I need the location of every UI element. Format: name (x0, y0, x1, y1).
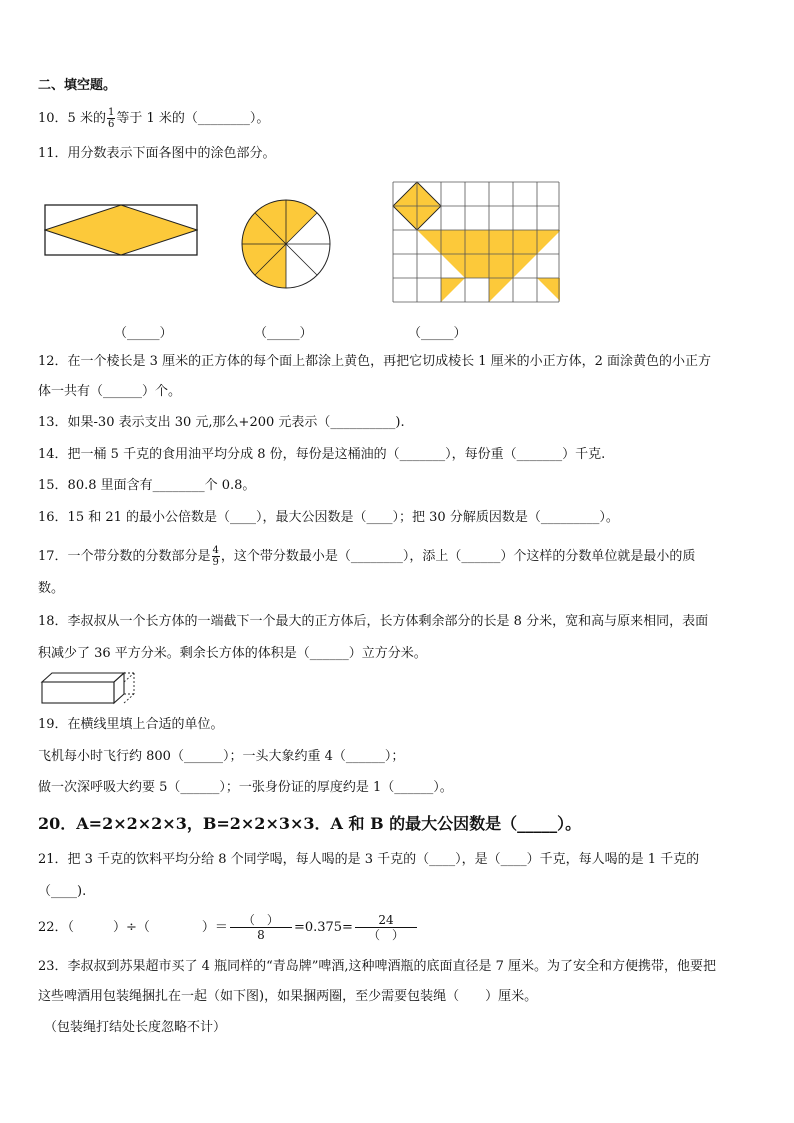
question-23-line-1: 23．李叔叔到苏果超市买了 4 瓶同样的“青岛牌”啤酒,这种啤酒瓶的底面直径是 7 厘米。为了安全和方便携带，他要把 (38, 959, 717, 974)
question-21-line-2: （____). (38, 884, 87, 899)
question-23-note: （包装绳打结处长度忽略不计） (44, 1020, 227, 1035)
q10-post: 等于 1 米的（________）。 (116, 111, 270, 126)
question-16: 16．15 和 21 的最小公倍数是（____），最大公因数是（____）；把 30 分解质因数是（_________）。 (38, 510, 619, 525)
question-10 (38, 107, 269, 130)
q22-fraction-1 (230, 913, 292, 942)
question-17 (38, 545, 695, 568)
question-19-line-2: 做一次深呼吸大约要 5（______）；一张身份证的厚度约是 1（______）。 (38, 780, 453, 795)
q22-pre: 22．（ ）÷（ ）＝ (38, 920, 228, 935)
question-18-line-2: 积减少了 36 平方分米。剩余长方体的体积是（______）立方分米。 (38, 646, 427, 661)
q11-answer-1[interactable]: （_____） (114, 326, 173, 341)
q11-answer-2[interactable]: （_____） (254, 326, 313, 341)
q22-frac2-num: 24 (355, 913, 417, 928)
q22-fraction-2 (355, 913, 417, 942)
q17-fraction (212, 545, 220, 568)
figure-grid-shape (392, 181, 560, 303)
section-title: 二、填空题。 (38, 78, 117, 93)
question-13: 13．如果-30 表示支出 30 元,那么+200 元表示（__________). (38, 415, 405, 430)
q22-frac1-den: 8 (257, 928, 265, 942)
question-14: 14．把一桶 5 千克的食用油平均分成 8 份，每份是这桶油的（_______），每份重（_______）千克. (38, 447, 606, 462)
q22-mid: =0.375= (293, 920, 353, 935)
q17-post: ，这个带分数最小是（________），添上（______）个这样的分数单位就是最小的质 (220, 549, 696, 564)
q17-frac-num: 4 (212, 545, 219, 556)
q17-frac-den: 9 (212, 557, 219, 568)
q10-frac-den: 6 (107, 119, 115, 130)
question-19: 19．在横线里填上合适的单位。 (38, 717, 224, 732)
q11-answer-3[interactable]: （_____） (408, 326, 467, 341)
question-23-line-2: 这些啤酒用包装绳捆扎在一起（如下图)，如果捆两圈，至少需要包装绳（ ）厘米。 (38, 989, 538, 1004)
q10-frac-num: 1 (107, 107, 115, 118)
question-18-line-1: 18．李叔叔从一个长方体的一端截下一个最大的正方体后，长方体剩余部分的长是 8 分米，宽和高与原来相同，表面 (38, 614, 709, 629)
figure-cuboid (40, 670, 140, 706)
question-11: 11．用分数表示下面各图中的涂色部分。 (38, 146, 276, 161)
q22-frac1-num: （ ） (230, 913, 292, 928)
question-21-line-1: 21．把 3 千克的饮料平均分给 8 个同学喝，每人喝的是 3 千克的（____），是（____）千克，每人喝的是 1 千克的 (38, 852, 700, 867)
question-22 (38, 913, 419, 942)
question-12-line-1: 12．在一个棱长是 3 厘米的正方体的每个面上都涂上黄色，再把它切成棱长 1 厘米的小正方体，2 面涂黄色的小正方 (38, 354, 712, 369)
q22-frac2-den: （ ） (367, 928, 404, 942)
q17-pre: 17．一个带分数的分数部分是 (38, 549, 211, 564)
figure-rhombus-in-rectangle (44, 204, 198, 256)
question-15: 15．80.8 里面含有________个 0.8。 (38, 478, 256, 493)
q10-pre: 10．5 米的 (38, 111, 106, 126)
question-20: 20．A=2×2×2×3，B=2×2×3×3．A 和 B 的最大公因数是（_____）。 (38, 814, 582, 833)
question-12-line-2: 体一共有（______）个。 (38, 384, 182, 399)
question-19-line-1: 飞机每小时飞行约 800（______）；一头大象约重 4（______）； (38, 749, 405, 764)
q10-fraction (107, 107, 115, 130)
figure-circle-sectors (238, 196, 334, 292)
question-17-line-2: 数。 (38, 581, 65, 596)
